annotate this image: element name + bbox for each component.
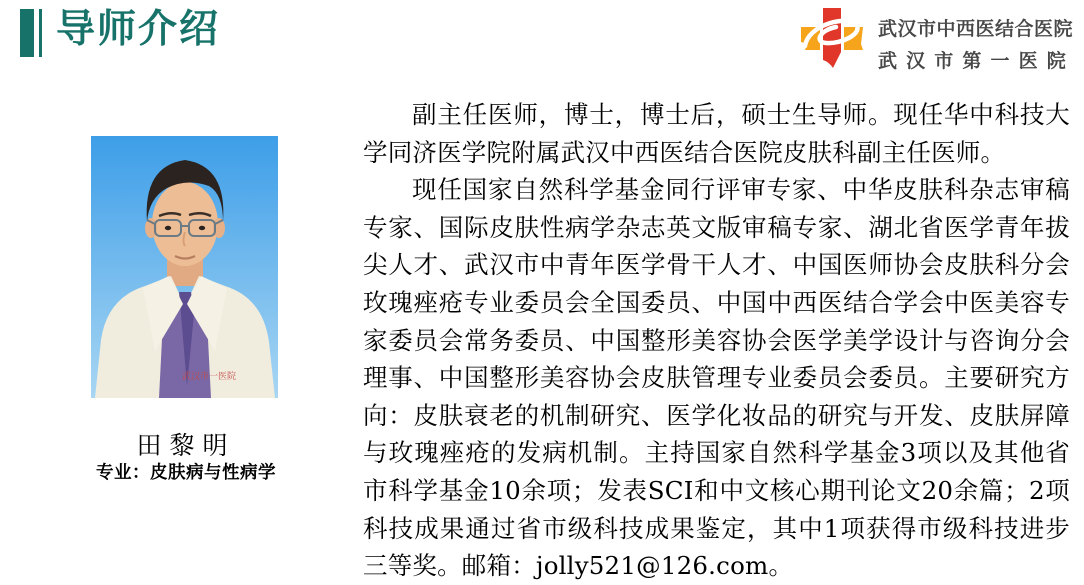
- doctor-specialty: 专业：皮肤病与性病学: [96, 463, 276, 483]
- bio-paragraph-2: 现任国家自然科学基金同行评审专家、中华皮肤科杂志审稿专家、国际皮肤性病学杂志英文版审稿专家、湖北省医学青年拔尖人才、武汉市中青年医学骨干人才、中国医师协会皮肤科分会玫瑰痤疮专业委员会全国委员、中国中西医结合学会中医美容专家委员会常务委员、中国整形美容协会医学美学设计与咨询分会理事、中国整形美容协会皮肤管理专业委员会委员。主要研究方向：皮肤衰老的机制研究、医学化妆品的研究与开发、皮肤屏障与玫瑰痤疮的发病机制。主持国家自然科学基金3项以及其他省市科学基金10余项；发表SCI和中文核心期刊论文20余篇；2项科技成果通过省市级科技成果鉴定，其中1项获得市级科技进步三等奖。邮箱：jolly521@126.com。: [363, 175, 1070, 581]
- page-title: 导师介绍: [56, 8, 221, 51]
- hospital-cross-icon: [798, 6, 866, 70]
- hospital-name-line1: 武汉市中西医结合医院: [878, 19, 1074, 40]
- doctor-photo: [91, 136, 278, 398]
- bio-text: [363, 96, 1070, 585]
- hospital-name-block: [878, 14, 1074, 73]
- title-accent-bar: [20, 9, 34, 57]
- hospital-logo: [798, 6, 1074, 73]
- doctor-name: 田黎明: [136, 431, 236, 460]
- title-accent-line: [39, 9, 42, 57]
- hospital-name-line2: 武汉市第一医院: [878, 51, 1075, 72]
- coat-badge-text: 武汉市一医院: [181, 371, 237, 381]
- bio-paragraph-1: 副主任医师，博士，博士后，硕士生导师。现任华中科技大学同济医学院附属武汉中西医结合医院皮肤科副主任医师。: [363, 100, 1070, 167]
